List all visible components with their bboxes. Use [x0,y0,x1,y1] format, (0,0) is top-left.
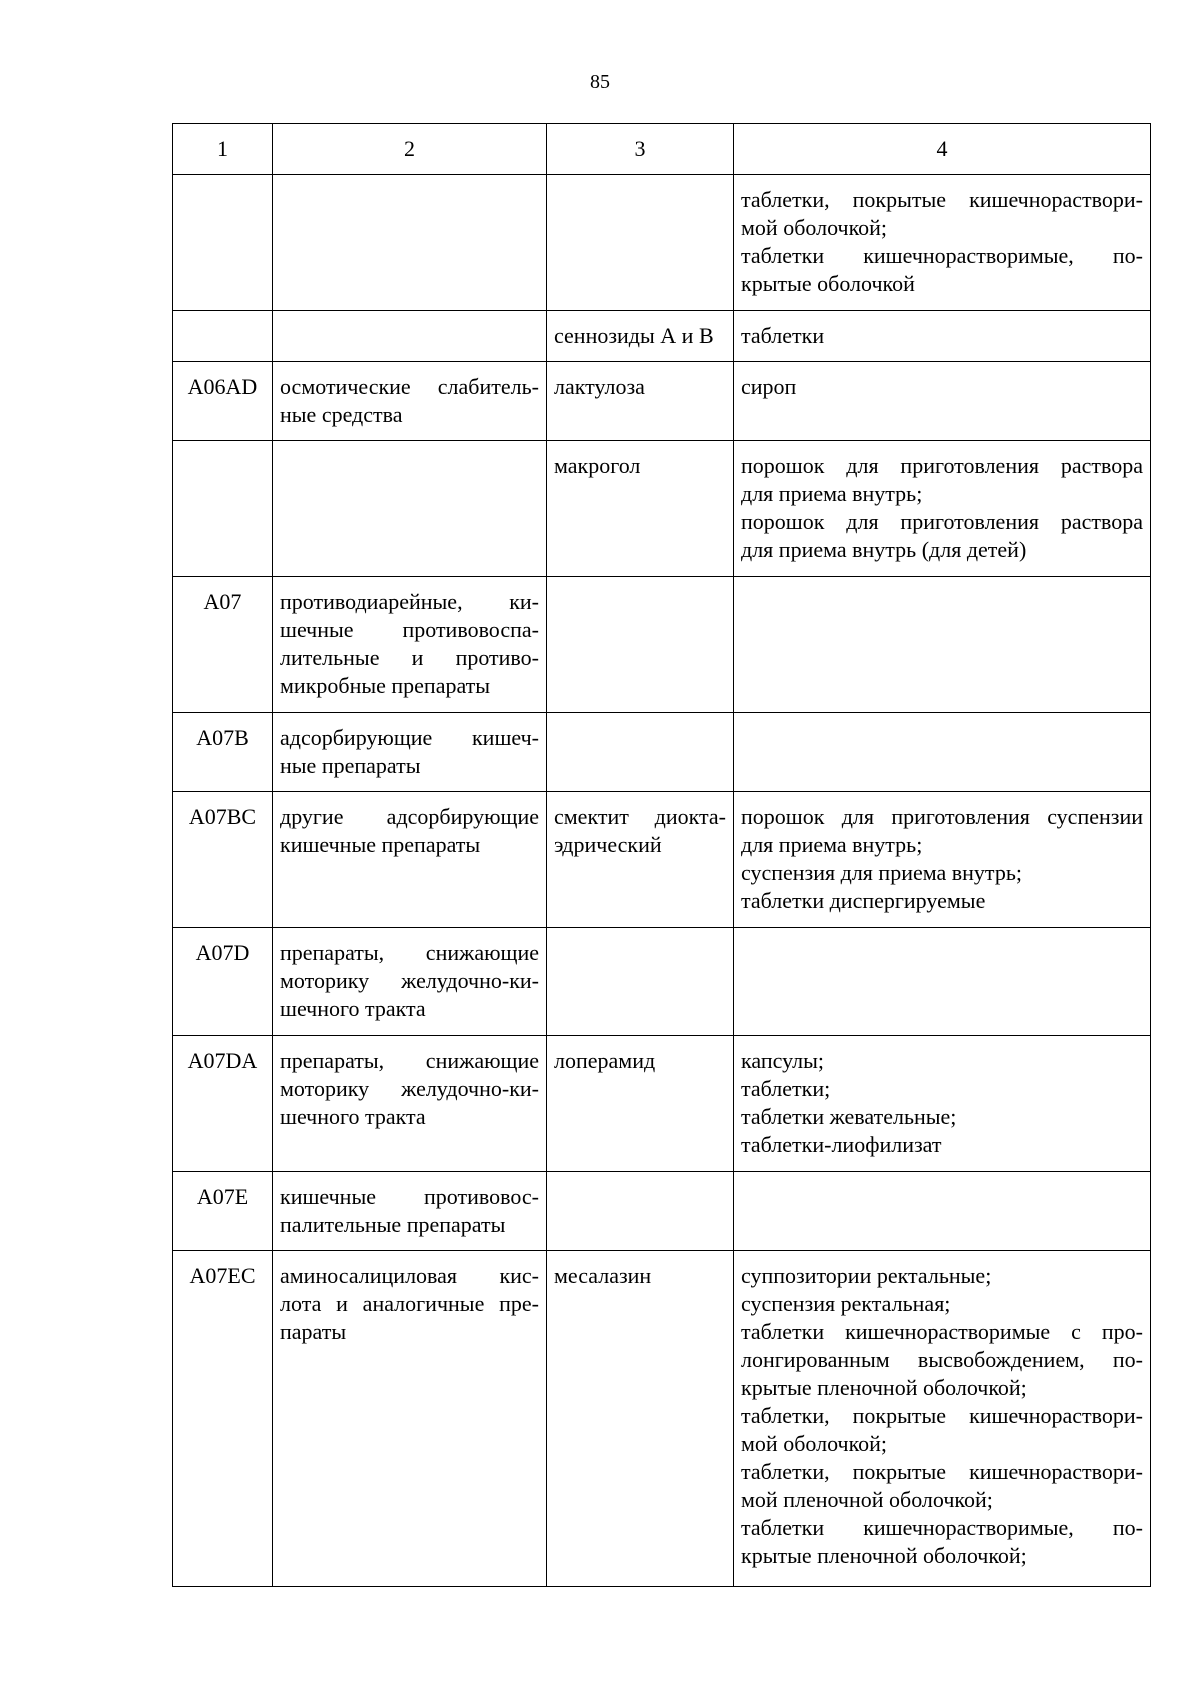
table-row [173,577,1151,713]
header-cell-3: 3 [547,124,734,175]
cell-text-line: сироп [741,374,797,399]
cell-text-line: моторику желудочно-ки- [280,968,539,993]
cell-text-line: порошок для приготовления раствора [741,453,1143,478]
drug-name-cell [547,311,734,362]
atc-code-cell [173,311,273,362]
cell-text-line: другие адсорбирующие [280,804,539,829]
dosage-forms-cell [734,1251,1151,1587]
page-number: 85 [590,71,610,93]
drug-name-cell [547,1251,734,1587]
atc-code-cell: A07BC [173,792,273,928]
table-row [173,441,1151,577]
table-row [173,175,1151,311]
cell-text-line: капсулы; [741,1048,824,1073]
group-name-cell [273,713,547,792]
drug-name-cell [547,713,734,792]
cell-text-line: лактулоза [554,374,645,399]
group-name-cell [273,792,547,928]
cell-text-line: палительные препараты [280,1212,506,1237]
drug-name-cell [547,441,734,577]
dosage-forms-cell [734,441,1151,577]
cell-text-line: таблетки, покрытые кишечнораствори- [741,187,1143,212]
drug-name-cell [547,1036,734,1172]
cell-text-line: кишечные противовос- [280,1184,539,1209]
atc-code-cell: A06AD [173,362,273,441]
atc-code-cell [173,441,273,577]
cell-text-line: препараты, снижающие [280,1048,539,1073]
cell-text-line: препараты, снижающие [280,940,539,965]
header-cell-4: 4 [734,124,1151,175]
group-name-cell [273,577,547,713]
group-name-cell [273,441,547,577]
drug-name-cell [547,577,734,713]
dosage-forms-cell [734,792,1151,928]
dosage-forms-cell [734,175,1151,311]
cell-text-line: аминосалициловая кис- [280,1263,539,1288]
cell-text-line: смектит диокта- [554,804,726,829]
cell-text-line: крытые пленочной оболочкой; [741,1375,1027,1400]
cell-text-line: осмотические слабитель- [280,374,539,399]
cell-text-line: порошок для приготовления суспензии [741,804,1143,829]
table-row [173,362,1151,441]
dosage-forms-cell [734,311,1151,362]
cell-text-line: сеннозиды А и В [554,323,714,348]
drug-name-cell [547,362,734,441]
cell-text-line: мой оболочкой; [741,1431,888,1456]
cell-text-line: противодиарейные, ки- [280,589,539,614]
group-name-cell [273,311,547,362]
cell-text-line: макрогол [554,453,641,478]
cell-text-line: мой пленочной оболочкой; [741,1487,993,1512]
cell-text-line: таблетки, покрытые кишечнораствори- [741,1459,1143,1484]
group-name-cell [273,928,547,1036]
cell-text-line: таблетки жевательные; [741,1104,957,1129]
atc-code-cell: A07E [173,1172,273,1251]
group-name-cell [273,362,547,441]
cell-text-line: таблетки, покрытые кишечнораствори- [741,1403,1143,1428]
drug-name-cell [547,928,734,1036]
cell-text-line: месалазин [554,1263,652,1288]
cell-text-line: суппозитории ректальные; [741,1263,992,1288]
cell-text-line: порошок для приготовления раствора [741,509,1143,534]
table-body [173,124,1151,1587]
table-row [173,792,1151,928]
header-cell-1: 1 [173,124,273,175]
cell-text-line: таблетки кишечнорастворимые, по- [741,1515,1143,1540]
atc-code-cell: A07DA [173,1036,273,1172]
cell-text-line: микробные препараты [280,673,491,698]
cell-text-line: для приема внутрь; [741,832,923,857]
atc-code-cell [173,175,273,311]
cell-text-line: моторику желудочно-ки- [280,1076,539,1101]
cell-text-line: крытые оболочкой [741,271,915,296]
table-row [173,1251,1151,1587]
header-row [173,124,1151,175]
cell-text-line: ные препараты [280,753,421,778]
table-row [173,928,1151,1036]
cell-text-line: таблетки-лиофилизат [741,1132,942,1157]
group-name-cell [273,1036,547,1172]
cell-text-line: для приема внутрь (для детей) [741,537,1027,562]
table-row [173,1036,1151,1172]
cell-text-line: лительные и противо- [280,645,539,670]
cell-text-line: таблетки кишечнорастворимые с про- [741,1319,1143,1344]
cell-text-line: эдрический [554,832,662,857]
cell-text-line: таблетки диспергируемые [741,888,986,913]
dosage-forms-cell [734,577,1151,713]
group-name-cell [273,175,547,311]
cell-text-line: суспензия ректальная; [741,1291,951,1316]
dosage-forms-cell [734,713,1151,792]
atc-code-cell: A07D [173,928,273,1036]
atc-code-cell: A07EC [173,1251,273,1587]
atc-code-cell: A07B [173,713,273,792]
dosage-forms-cell [734,1172,1151,1251]
table-row [173,1172,1151,1251]
drug-name-cell [547,792,734,928]
cell-text-line: таблетки; [741,1076,831,1101]
group-name-cell [273,1172,547,1251]
cell-text-line: лота и аналогичные пре- [280,1291,539,1316]
drug-name-cell [547,1172,734,1251]
table-row [173,713,1151,792]
drug-name-cell [547,175,734,311]
cell-text-line: шечного тракта [280,1104,426,1129]
cell-text-line: лоперамид [554,1048,656,1073]
cell-text-line: крытые пленочной оболочкой; [741,1543,1027,1568]
cell-text-line: мой оболочкой; [741,215,888,240]
cell-text-line: параты [280,1319,347,1344]
drug-table [172,123,1151,1587]
cell-text-line: лонгированным высвобождением, по- [741,1347,1143,1372]
cell-text-line: шечные противовоспа- [280,617,539,642]
cell-text-line: суспензия для приема внутрь; [741,860,1022,885]
cell-text-line: таблетки кишечнорастворимые, по- [741,243,1143,268]
cell-text-line: кишечные препараты [280,832,481,857]
cell-text-line: ные средства [280,402,403,427]
table-row [173,311,1151,362]
header-cell-2: 2 [273,124,547,175]
dosage-forms-cell [734,928,1151,1036]
cell-text-line: шечного тракта [280,996,426,1021]
group-name-cell [273,1251,547,1587]
dosage-forms-cell [734,362,1151,441]
cell-text-line: таблетки [741,323,825,348]
atc-code-cell: A07 [173,577,273,713]
dosage-forms-cell [734,1036,1151,1172]
cell-text-line: для приема внутрь; [741,481,923,506]
cell-text-line: адсорбирующие кишеч- [280,725,539,750]
